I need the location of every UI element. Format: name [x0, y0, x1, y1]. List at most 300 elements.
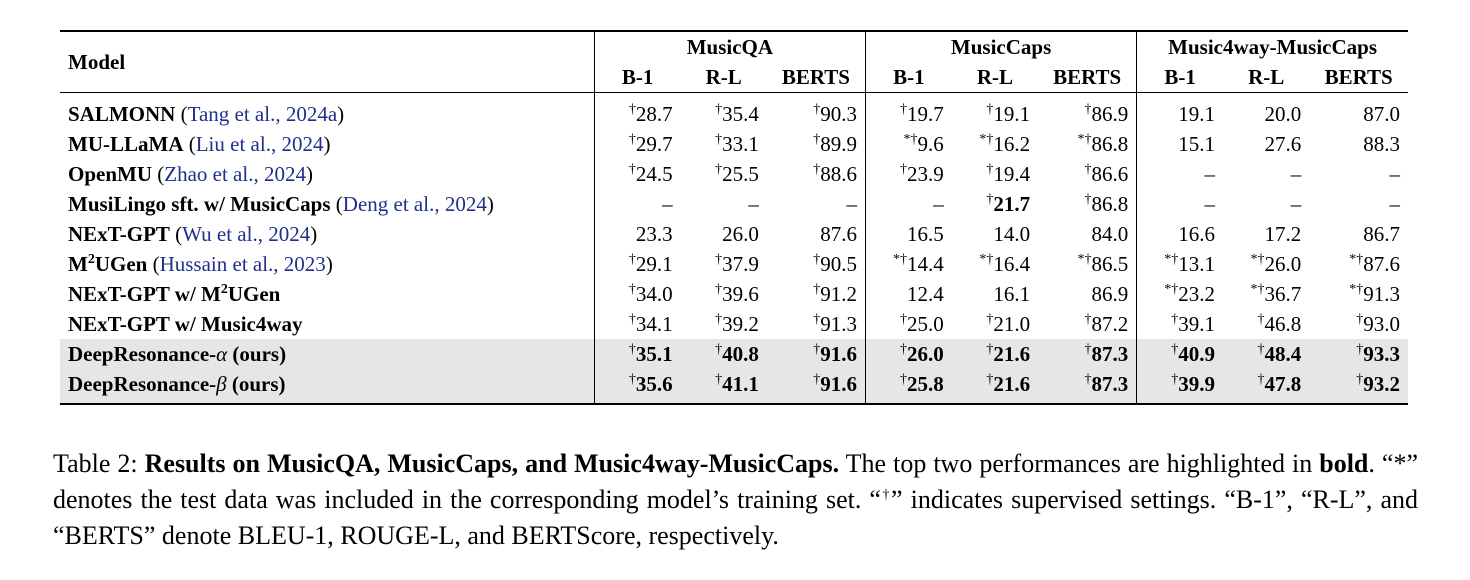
model-name: NExT-GPT w/ Music4way	[68, 312, 303, 336]
dagger-marker: †	[986, 192, 994, 207]
score-value: 21.6	[993, 342, 1031, 366]
dagger-marker: †	[715, 102, 723, 117]
score-value: 87.3	[1091, 342, 1129, 366]
dagger-marker: †	[813, 132, 821, 147]
score-cell	[952, 249, 1038, 279]
score-cell	[1137, 93, 1223, 130]
dagger-marker: †	[986, 252, 994, 267]
score-cell	[1137, 189, 1223, 219]
table-row	[60, 189, 1408, 219]
score-value: 19.1	[993, 102, 1031, 126]
score-cell	[1137, 369, 1223, 404]
dagger-marker: †	[900, 252, 908, 267]
dagger-marker: †	[1171, 282, 1179, 297]
score-cell	[1038, 279, 1137, 309]
score-cell	[681, 339, 767, 369]
score-value: 26.0	[1264, 252, 1302, 276]
dagger-marker: †	[1171, 372, 1179, 387]
score-value: 35.1	[635, 342, 673, 366]
table-row	[60, 339, 1408, 369]
results-table-body	[60, 93, 1408, 405]
model-name-part: NExT-GPT w/ M	[68, 282, 221, 306]
dagger-symbol: †	[880, 487, 892, 503]
model-name	[68, 342, 286, 366]
dagger-marker: †	[1171, 342, 1179, 357]
dagger-marker: †	[715, 312, 723, 327]
score-cell	[594, 189, 680, 219]
dagger-marker: †	[1084, 192, 1092, 207]
score-cell	[865, 249, 951, 279]
score-cell	[1223, 129, 1309, 159]
dagger-marker: †	[628, 282, 636, 297]
score-cell	[1309, 369, 1408, 404]
score-cell	[952, 129, 1038, 159]
star-marker: *	[1164, 252, 1172, 267]
metric-header: R-L	[1248, 65, 1285, 89]
model-name-part: DeepResonance-	[68, 342, 217, 366]
score-value: 87.6	[1363, 252, 1400, 276]
score-value: 88.3	[1363, 132, 1400, 156]
dagger-marker: †	[1356, 342, 1364, 357]
table-row	[60, 279, 1408, 309]
score-cell	[681, 129, 767, 159]
citation-paren: (	[147, 252, 160, 276]
dagger-marker: †	[986, 102, 994, 117]
dagger-marker: †	[986, 132, 994, 147]
dagger-marker: †	[813, 252, 821, 267]
metric-header: R-L	[705, 65, 742, 89]
dagger-marker: †	[1257, 312, 1265, 327]
score-value: –	[1204, 162, 1215, 186]
caption-text: ” indicates supervised settings. “B-1”, “R-L”, and “BERTS” denote BLEU-1, ROUGE-L, and BERTScore, respectively.	[53, 485, 1418, 550]
dagger-marker: †	[1084, 342, 1092, 357]
star-marker: *	[1164, 282, 1172, 297]
score-cell	[594, 249, 680, 279]
table-row	[60, 129, 1408, 159]
score-value: 26.0	[907, 342, 944, 366]
score-value: 86.6	[1091, 162, 1129, 186]
model-name	[68, 282, 280, 306]
model-name-cell	[60, 93, 594, 130]
citation-link: Liu et al., 2024	[195, 132, 324, 156]
score-value: 26.0	[722, 222, 759, 246]
caption-text: The top two performances are highlighted in	[839, 449, 1320, 478]
score-value: 29.7	[635, 132, 673, 156]
metric-header: B-1	[594, 62, 680, 93]
model-name-cell	[60, 339, 594, 369]
metric-header: BERTS	[781, 65, 850, 89]
model-name-part: (ours)	[227, 342, 287, 366]
score-cell	[1309, 309, 1408, 339]
citation-link: Tang et al., 2024a	[187, 102, 338, 126]
star-marker: *	[979, 132, 987, 147]
model-name-cell	[60, 369, 594, 404]
score-value: 86.8	[1091, 192, 1129, 216]
score-cell	[865, 189, 951, 219]
score-cell	[865, 93, 951, 130]
dagger-marker: †	[628, 132, 636, 147]
score-cell	[767, 339, 866, 369]
table-row	[60, 309, 1408, 339]
model-name-cell	[60, 219, 594, 249]
dagger-marker: †	[1171, 252, 1179, 267]
dagger-marker: †	[813, 102, 821, 117]
dagger-marker: †	[1084, 312, 1092, 327]
star-marker: *	[1077, 252, 1085, 267]
score-cell	[681, 189, 767, 219]
score-cell	[865, 279, 951, 309]
score-cell	[1223, 159, 1309, 189]
score-value: 91.3	[820, 312, 857, 336]
dagger-marker: †	[628, 312, 636, 327]
citation-paren: )	[337, 102, 345, 126]
dagger-marker: †	[1084, 162, 1092, 177]
model-name-part: DeepResonance-	[68, 372, 217, 396]
model-name-cell	[60, 129, 594, 159]
score-cell	[1137, 249, 1223, 279]
score-cell	[1223, 369, 1309, 404]
score-value: 25.5	[722, 162, 759, 186]
score-value: 23.9	[907, 162, 944, 186]
citation-link: Wu et al., 2024	[182, 222, 311, 246]
score-value: 9.6	[917, 132, 944, 156]
metric-header: BERTS	[1053, 65, 1122, 89]
dagger-marker: †	[986, 312, 994, 327]
dagger-marker: †	[910, 132, 918, 147]
score-value: 33.1	[722, 132, 759, 156]
dagger-marker: †	[1356, 372, 1364, 387]
score-cell	[594, 339, 680, 369]
score-cell	[1223, 249, 1309, 279]
model-name-cell	[60, 249, 594, 279]
score-cell	[1038, 93, 1137, 130]
group-header-musiccaps: MusicCaps	[865, 31, 1136, 62]
score-value: 24.5	[635, 162, 673, 186]
model-name-part: UGen	[227, 282, 281, 306]
score-cell	[1309, 189, 1408, 219]
score-value: 35.4	[722, 102, 759, 126]
score-value: 16.2	[993, 132, 1031, 156]
score-value: 40.8	[722, 342, 759, 366]
score-cell	[681, 279, 767, 309]
model-name-cell	[60, 159, 594, 189]
score-cell	[865, 219, 951, 249]
caption-bold-word: bold	[1319, 449, 1369, 478]
greek-letter: α	[216, 342, 228, 366]
star-marker: *	[903, 132, 911, 147]
dagger-marker: †	[1257, 372, 1265, 387]
score-cell	[594, 129, 680, 159]
score-value: 19.7	[907, 102, 944, 126]
dagger-marker: †	[1084, 132, 1092, 147]
score-value: 41.1	[722, 372, 759, 396]
score-value: 48.4	[1264, 342, 1302, 366]
dagger-marker: †	[1356, 252, 1364, 267]
score-value: 91.6	[820, 372, 857, 396]
score-cell	[1223, 309, 1309, 339]
table-row	[60, 249, 1408, 279]
score-value: 12.4	[907, 282, 944, 306]
score-cell	[1309, 279, 1408, 309]
score-cell	[1137, 339, 1223, 369]
star-marker: *	[1349, 252, 1357, 267]
dagger-marker: †	[986, 162, 994, 177]
score-cell	[594, 309, 680, 339]
score-value: 17.2	[1264, 222, 1302, 246]
score-value: 14.4	[907, 252, 944, 276]
score-cell	[767, 309, 866, 339]
score-cell	[1137, 159, 1223, 189]
dagger-marker: †	[1257, 252, 1265, 267]
dagger-marker: †	[986, 342, 994, 357]
dagger-marker: †	[900, 102, 908, 117]
score-cell	[681, 159, 767, 189]
score-value: –	[933, 192, 944, 216]
citation-paren: )	[305, 162, 313, 186]
score-value: 86.5	[1091, 252, 1129, 276]
group-header-musicqa: MusicQA	[594, 31, 865, 62]
metric-header: R-L	[976, 65, 1014, 89]
score-cell	[1137, 309, 1223, 339]
star-marker: *	[1250, 282, 1258, 297]
star-marker: *	[979, 252, 987, 267]
star-marker: *	[1349, 282, 1357, 297]
metric-header: B-1	[1137, 62, 1223, 93]
score-cell	[767, 279, 866, 309]
score-cell	[767, 129, 866, 159]
score-value: 90.3	[820, 102, 857, 126]
model-name: SALMONN	[68, 102, 176, 126]
citation-paren: )	[325, 252, 333, 276]
caption-text: . “*” denotes the test data was included in the corresponding model’s training set. “	[53, 449, 1418, 514]
score-cell	[1137, 219, 1223, 249]
score-value: 29.1	[635, 252, 673, 276]
dagger-marker: †	[715, 252, 723, 267]
score-value: –	[1389, 162, 1400, 186]
score-value: 19.1	[1178, 102, 1215, 126]
score-cell	[865, 369, 951, 404]
score-cell	[594, 279, 680, 309]
score-value: 93.0	[1363, 312, 1400, 336]
score-cell	[952, 339, 1038, 369]
dagger-marker: †	[715, 282, 723, 297]
model-name: OpenMU	[68, 162, 152, 186]
superscript: 2	[220, 282, 228, 297]
score-cell	[594, 93, 680, 130]
dagger-marker: †	[715, 162, 723, 177]
caption-label: Table 2:	[53, 449, 145, 478]
score-value: 39.9	[1178, 372, 1215, 396]
table-row	[60, 369, 1408, 404]
citation-paren: (	[175, 102, 188, 126]
score-cell	[594, 369, 680, 404]
superscript: 2	[87, 252, 95, 267]
dagger-marker: †	[813, 372, 821, 387]
score-value: 86.8	[1091, 132, 1129, 156]
score-value: 25.0	[907, 312, 944, 336]
score-cell	[1223, 339, 1309, 369]
score-value: 87.2	[1091, 312, 1129, 336]
score-value: 25.8	[907, 372, 944, 396]
score-cell	[1038, 159, 1137, 189]
results-table	[60, 30, 1408, 405]
score-value: 87.3	[1091, 372, 1129, 396]
dagger-marker: †	[1084, 252, 1092, 267]
score-value: –	[1389, 192, 1400, 216]
score-cell	[681, 93, 767, 130]
table-row	[60, 219, 1408, 249]
model-name-cell	[60, 309, 594, 339]
score-value: 91.3	[1363, 282, 1400, 306]
score-cell	[952, 159, 1038, 189]
caption-title: Results on MusicQA, MusicCaps, and Music4way-MusicCaps.	[144, 449, 840, 478]
dagger-marker: †	[628, 252, 636, 267]
score-value: –	[846, 192, 857, 216]
dagger-marker: †	[1171, 312, 1179, 327]
score-cell	[1309, 249, 1408, 279]
score-value: 13.1	[1178, 252, 1215, 276]
score-value: 27.6	[1264, 132, 1302, 156]
score-value: 23.2	[1178, 282, 1215, 306]
dagger-marker: †	[628, 162, 636, 177]
score-value: –	[1204, 192, 1215, 216]
score-cell	[1038, 369, 1137, 404]
score-cell	[681, 249, 767, 279]
dagger-marker: †	[900, 342, 908, 357]
score-cell	[1137, 129, 1223, 159]
score-value: 15.1	[1178, 132, 1215, 156]
star-marker: *	[1250, 252, 1258, 267]
score-value: 91.6	[820, 342, 857, 366]
model-name-cell	[60, 189, 594, 219]
score-cell	[865, 339, 951, 369]
dagger-marker: †	[813, 312, 821, 327]
model-name-cell	[60, 279, 594, 309]
score-cell	[1038, 309, 1137, 339]
dagger-marker: †	[628, 342, 636, 357]
score-cell	[767, 219, 866, 249]
score-cell	[1309, 219, 1408, 249]
score-cell	[594, 219, 680, 249]
dagger-marker: †	[900, 372, 908, 387]
dagger-marker: †	[1257, 342, 1265, 357]
dagger-marker: †	[986, 372, 994, 387]
score-value: 91.2	[820, 282, 857, 306]
dagger-marker: †	[715, 372, 723, 387]
score-value: 86.7	[1363, 222, 1400, 246]
model-name	[68, 372, 286, 396]
score-cell	[767, 369, 866, 404]
score-cell	[681, 309, 767, 339]
citation-link: Zhao et al., 2024	[164, 162, 306, 186]
score-cell	[1309, 93, 1408, 130]
citation-paren: )	[323, 132, 331, 156]
citation-paren: (	[169, 222, 183, 246]
score-cell	[1223, 189, 1309, 219]
score-cell	[767, 249, 866, 279]
score-value: 40.9	[1178, 342, 1215, 366]
metric-header: B-1	[865, 62, 951, 93]
score-value: 21.0	[993, 312, 1031, 336]
score-value: 19.4	[993, 162, 1031, 186]
score-value: 28.7	[635, 102, 673, 126]
star-marker: *	[893, 252, 901, 267]
score-cell	[1309, 339, 1408, 369]
dagger-marker: †	[1084, 372, 1092, 387]
score-cell	[1038, 249, 1137, 279]
score-cell	[681, 219, 767, 249]
dagger-marker: †	[1356, 312, 1364, 327]
score-cell	[1038, 339, 1137, 369]
score-value: 34.0	[635, 282, 673, 306]
dagger-marker: †	[900, 162, 908, 177]
score-value: 21.6	[993, 372, 1031, 396]
score-cell	[1223, 93, 1309, 130]
score-value: 90.5	[820, 252, 857, 276]
dagger-marker: †	[813, 162, 821, 177]
citation-paren: (	[183, 132, 196, 156]
score-cell	[1223, 279, 1309, 309]
dagger-marker: †	[813, 342, 821, 357]
score-value: –	[1290, 192, 1302, 216]
score-cell	[1038, 129, 1137, 159]
table-caption	[53, 446, 1418, 554]
dagger-marker: †	[628, 372, 636, 387]
score-cell	[952, 279, 1038, 309]
score-value: –	[748, 192, 759, 216]
citation-paren: (	[152, 162, 165, 186]
score-cell	[952, 189, 1038, 219]
score-cell	[952, 93, 1038, 130]
score-value: 16.4	[993, 252, 1031, 276]
score-value: 16.6	[1178, 222, 1215, 246]
score-value: 23.3	[635, 222, 673, 246]
score-cell	[865, 159, 951, 189]
score-value: –	[662, 192, 673, 216]
group-header-music4way: Music4way-MusicCaps	[1137, 31, 1408, 62]
score-cell	[865, 309, 951, 339]
score-cell	[767, 189, 866, 219]
score-cell	[1038, 189, 1137, 219]
score-cell	[1137, 279, 1223, 309]
score-cell	[1038, 219, 1137, 249]
score-value: 16.1	[993, 282, 1031, 306]
model-name: NExT-GPT	[68, 222, 170, 246]
score-value: 93.3	[1363, 342, 1400, 366]
metric-header: BERTS	[1324, 65, 1393, 89]
score-value: 21.7	[993, 192, 1031, 216]
model-name-part: M	[68, 252, 88, 276]
citation-paren: )	[310, 222, 318, 246]
score-value: 20.0	[1264, 102, 1302, 126]
score-value: 47.8	[1264, 372, 1302, 396]
dagger-marker: †	[1084, 102, 1092, 117]
score-cell	[681, 369, 767, 404]
score-value: 93.2	[1363, 372, 1400, 396]
citation-link: Deng et al., 2024	[342, 192, 487, 216]
score-cell	[952, 369, 1038, 404]
citation-paren: )	[486, 192, 494, 216]
table-row	[60, 93, 1408, 130]
dagger-marker: †	[715, 342, 723, 357]
citation-link: Hussain et al., 2023	[159, 252, 326, 276]
dagger-marker: †	[715, 132, 723, 147]
score-value: 86.9	[1091, 102, 1129, 126]
score-value: 39.6	[722, 282, 759, 306]
model-name: MU-LLaMA	[68, 132, 184, 156]
model-column-header: Model	[68, 50, 126, 74]
score-cell	[952, 219, 1038, 249]
